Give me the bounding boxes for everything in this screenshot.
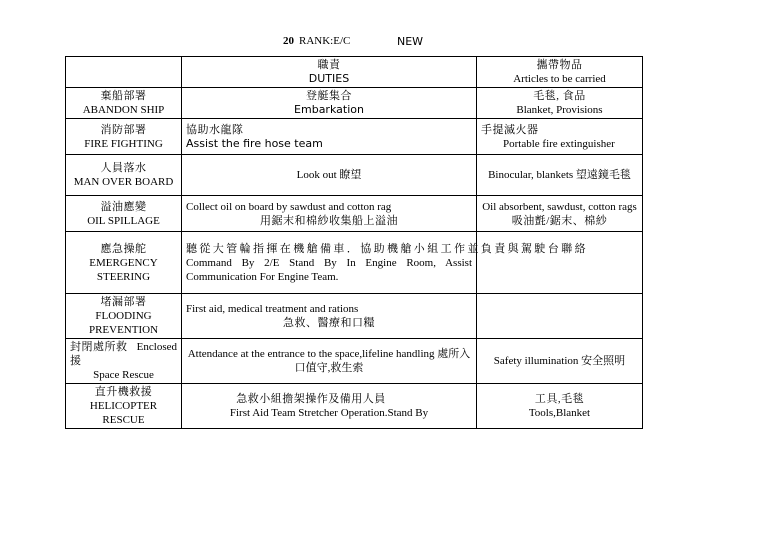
articles-cell: [477, 232, 643, 294]
document-header: [0, 35, 768, 51]
articles-zh: 毛毯, 食品: [533, 90, 586, 102]
duties-en: First Aid Team Stretcher Operation.Stand By: [229, 407, 429, 419]
table-row: [66, 119, 643, 155]
station-en-line1: Enclosed: [136, 341, 177, 353]
articles-en: Oil absorbent, sawdust, cotton rags: [482, 200, 637, 213]
header-cell-duties: [182, 57, 477, 88]
header-cell-station: [66, 57, 182, 88]
articles-cell: [477, 339, 643, 384]
duties-zh: 協助水龍隊: [186, 122, 244, 136]
station-zh: 消防部署: [100, 123, 147, 136]
duties-header-en: DUTIES: [308, 72, 350, 85]
duties-en: Command By 2/E Stand By In Engine Room, Assist Communication For Engine Team.: [186, 256, 472, 283]
table-row: [66, 88, 643, 119]
articles-en: Tools,Blanket: [528, 407, 591, 419]
table-header-row: [66, 57, 643, 88]
table-row: [66, 155, 643, 196]
table-row: [66, 294, 643, 339]
articles-en: Portable fire extinguisher: [503, 137, 615, 150]
articles-cell: [477, 294, 643, 339]
station-zh: 應急操舵: [100, 242, 147, 255]
table-row: [66, 339, 643, 384]
duties-cell: [182, 232, 588, 294]
articles-zh: 工具,毛毯: [534, 393, 585, 405]
duties-zh: 急救、醫療和口糧: [283, 317, 375, 329]
station-en-line2: STEERING: [96, 270, 151, 283]
station-en: FIRE FIGHTING: [84, 137, 163, 150]
station-en: OIL SPILLAGE: [87, 214, 160, 227]
duties-zh: 急救小組擔架操作及備用人員: [236, 392, 386, 405]
articles-cell: [477, 384, 643, 429]
station-line1: [70, 340, 177, 368]
table-row: [66, 232, 643, 294]
duties-cell: [182, 155, 477, 196]
articles-zh: 手提滅火器: [481, 123, 539, 136]
table-row: [66, 384, 643, 429]
station-zh: 棄船部署: [100, 90, 147, 102]
articles-cell: [477, 155, 643, 196]
duties-cell: [182, 294, 477, 339]
articles-header-zh: 攜帶物品: [536, 59, 583, 71]
duties-en: Collect oil on board by sawdust and cotton rag: [186, 200, 392, 213]
articles-text: Safety illumination 安全照明: [493, 355, 626, 367]
station-en: ABANDON SHIP: [82, 104, 165, 116]
station-cell: [66, 339, 182, 384]
duties-zh: 聽從大管輪指揮在機艙備車．協助機艙小組工作並負責與駕駛台聯絡: [186, 242, 588, 255]
station-en-line2: RESCUE: [102, 414, 145, 426]
header-status: NEW: [397, 35, 424, 48]
articles-cell: [477, 196, 643, 232]
station-en-line1: HELICOPTER: [89, 400, 158, 412]
articles-zh: 吸油氈/鋸末、棉紗: [511, 214, 608, 227]
station-zh: 直升機救援: [94, 386, 153, 398]
station-zh: 堵漏部署: [100, 296, 147, 308]
duties-cell: [182, 339, 477, 384]
header-cell-articles: [477, 57, 643, 88]
station-cell: [66, 294, 182, 339]
articles-text: Binocular, blankets 望遠鏡毛毯: [488, 169, 631, 181]
duties-en: Assist the fire hose team: [186, 136, 323, 150]
station-en: MAN OVER BOARD: [73, 176, 174, 188]
duties-en: First aid, medical treatment and rations: [186, 303, 359, 315]
station-cell: [66, 196, 182, 232]
station-zh: 封閉處所救援: [70, 341, 128, 367]
station-en-line2: Space Rescue: [93, 369, 154, 381]
duties-en: Embarkation: [294, 103, 364, 116]
station-zh: 溢油應變: [100, 200, 147, 213]
table-row: [66, 196, 643, 232]
duties-cell: [182, 119, 477, 155]
station-cell: [66, 88, 182, 119]
duty-table: [65, 56, 643, 429]
station-cell: [66, 155, 182, 196]
articles-en: Blanket, Provisions: [516, 104, 603, 116]
station-cell: [66, 119, 182, 155]
duties-zh: 登艇集合: [306, 89, 352, 102]
station-en-line1: FLOODING: [95, 310, 152, 322]
duties-cell: [182, 196, 477, 232]
station-cell: [66, 232, 182, 294]
station-cell: [66, 384, 182, 429]
articles-cell: [477, 119, 643, 155]
duties-text: Attendance at the entrance to the space,lifeline handling 處所入口值守,救生索: [187, 348, 471, 374]
header-rank: RANK:E/C: [299, 35, 351, 47]
duties-cell: [182, 384, 477, 429]
station-en-line2: PREVENTION: [88, 324, 159, 336]
duties-cell: [182, 88, 477, 119]
articles-header-en: Articles to be carried: [513, 73, 606, 85]
duties-text: Look out 瞭望: [296, 169, 362, 181]
station-zh: 人員落水: [100, 162, 147, 174]
duties-zh: 用鋸末和棉紗收集船上溢油: [260, 214, 398, 227]
articles-cell: [477, 88, 643, 119]
header-number: 20: [283, 35, 294, 47]
duties-header-zh: 職責: [317, 59, 341, 71]
station-en-line1: EMERGENCY: [89, 256, 158, 269]
